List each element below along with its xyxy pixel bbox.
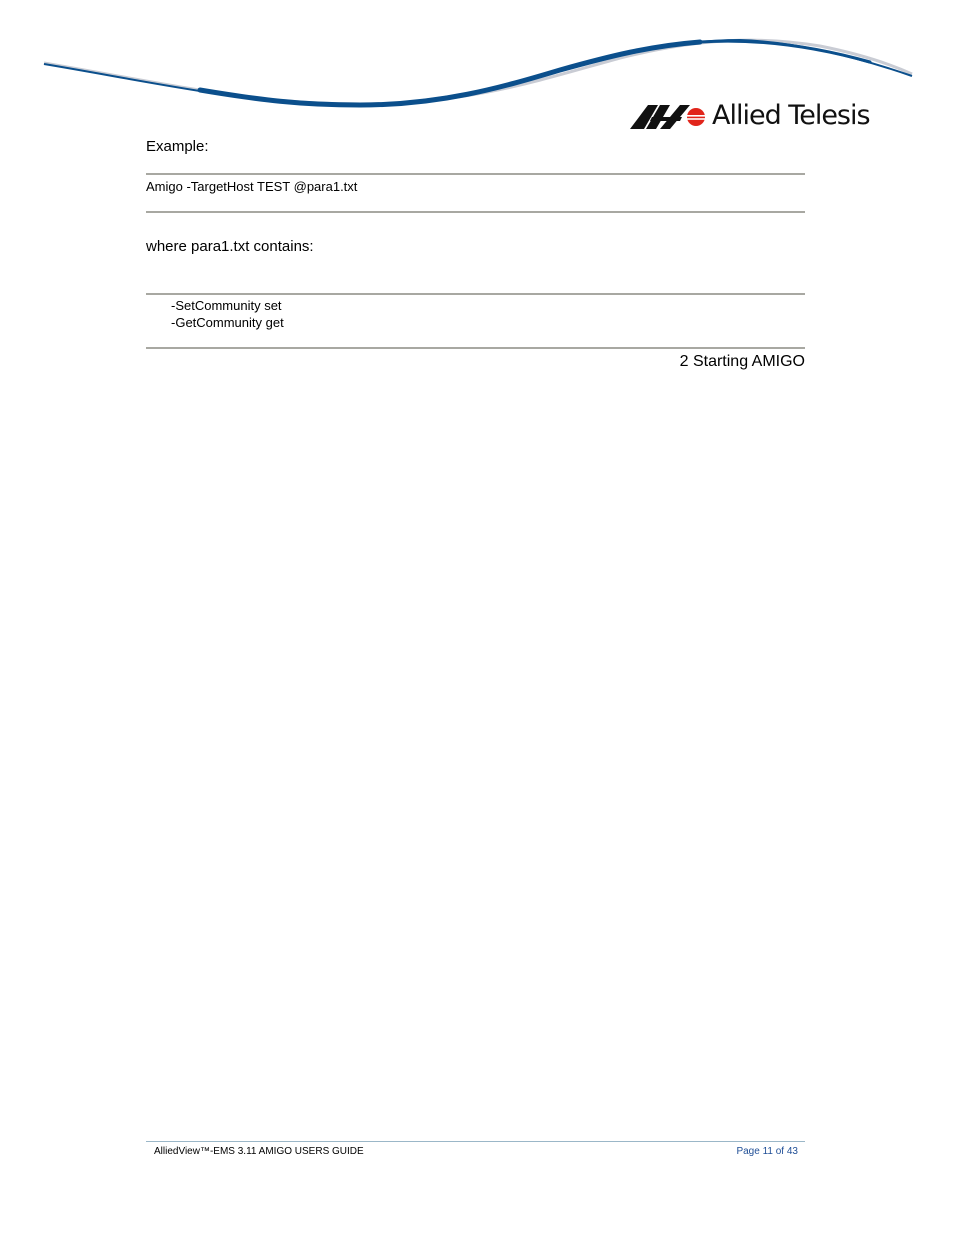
footer-page-number: Page 11 of 43 <box>736 1146 798 1157</box>
allied-telesis-logo <box>630 98 870 134</box>
param-block-top-rule <box>146 293 805 295</box>
footer-rule <box>146 1141 805 1142</box>
param-line: -GetCommunity get <box>171 315 284 330</box>
footer-doc-title: AlliedView™-EMS 3.11 AMIGO USERS GUIDE <box>154 1146 364 1157</box>
allied-telesis-mark-icon <box>630 103 706 129</box>
param-block-bottom-rule <box>146 347 805 349</box>
example-label: Example: <box>146 138 209 155</box>
where-description: where para1.txt contains: <box>146 238 314 255</box>
logo-wordmark: Allied Telesis <box>712 100 870 131</box>
code-block-top-rule <box>146 173 805 175</box>
section-heading: 2 Starting AMIGO <box>679 353 805 370</box>
code-block-bottom-rule <box>146 211 805 213</box>
command-example: Amigo -TargetHost TEST @para1.txt <box>146 179 358 194</box>
param-line: -SetCommunity set <box>171 298 282 313</box>
